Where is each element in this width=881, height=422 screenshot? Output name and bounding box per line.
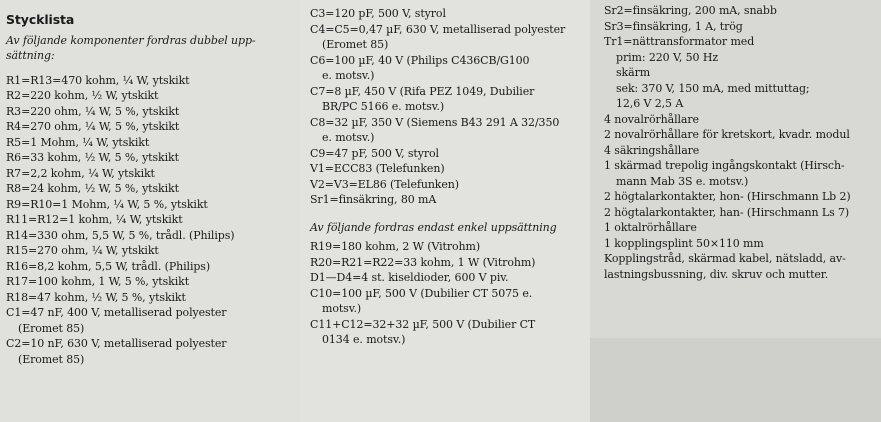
component-list-middle-b bbox=[310, 239, 584, 348]
scan-shading bbox=[590, 338, 881, 422]
column-right bbox=[590, 0, 881, 422]
list-item: R9=R10=1 Mohm, ¼ W, 5 %, ytskikt bbox=[6, 197, 208, 211]
list-item: C8=32 µF, 350 V (Siemens B43 291 A 32/350 bbox=[310, 115, 560, 129]
component-list-middle-a bbox=[310, 6, 584, 208]
list-item: C10=100 µF, 500 V (Dubilier CT 5075 e. bbox=[310, 286, 533, 300]
list-item: 4 novalrörhållare bbox=[604, 112, 699, 126]
component-list-right bbox=[604, 3, 875, 282]
list-item: 12,6 V 2,5 A bbox=[616, 97, 684, 110]
list-item: R6=33 kohm, ½ W, 5 %, ytskikt bbox=[6, 151, 179, 164]
list-item: R18=47 kohm, ½ W, 5 %, ytskikt bbox=[6, 290, 186, 304]
list-item: C11+C12=32+32 µF, 500 V (Dubilier CT bbox=[310, 317, 536, 331]
list-item: e. motsv.) bbox=[322, 131, 375, 144]
list-item: V1=ECC83 (Telefunken) bbox=[310, 162, 445, 175]
list-item: R19=180 kohm, 2 W (Vitrohm) bbox=[310, 240, 481, 253]
list-item: skärm bbox=[616, 66, 651, 79]
list-item: sek: 370 V, 150 mA, med mittuttag; bbox=[616, 81, 810, 95]
list-item: C2=10 nF, 630 V, metalliserad polyester bbox=[6, 337, 227, 350]
list-item: 2 högtalarkontakter, han- (Hirschmann Ls 7) bbox=[604, 205, 850, 219]
list-item: e. motsv.) bbox=[322, 69, 375, 82]
list-item: C1=47 nF, 400 V, metalliserad polyester bbox=[6, 306, 227, 319]
list-item: Kopplingstråd, skärmad kabel, nätsladd, av- bbox=[604, 252, 846, 265]
section-subheading-single: Av följande fordras endast enkel uppsättning bbox=[310, 220, 557, 234]
list-item: (Eromet 85) bbox=[322, 38, 389, 51]
list-item: R5=1 Mohm, ¼ W, ytskikt bbox=[6, 135, 150, 149]
list-item: 2 högtalarkontakter, hon- (Hirschmann Lb 2) bbox=[604, 190, 851, 203]
component-list-left bbox=[6, 73, 294, 368]
list-item: 4 säkringshållare bbox=[604, 143, 700, 157]
list-item: 1 skärmad trepolig ingångskontakt (Hirsch- bbox=[604, 159, 845, 172]
list-item: R16=8,2 kohm, 5,5 W, trådl. (Philips) bbox=[6, 259, 211, 273]
list-item: R3=220 ohm, ¼ W, 5 %, ytskikt bbox=[6, 104, 180, 118]
list-item: R2=220 kohm, ½ W, ytskikt bbox=[6, 89, 159, 102]
list-item: C3=120 pF, 500 V, styrol bbox=[310, 7, 446, 20]
list-item: R11=R12=1 kohm, ¼ W, ytskikt bbox=[6, 213, 183, 226]
list-item: R15=270 ohm, ¼ W, ytskikt bbox=[6, 244, 159, 257]
list-item: 1 kopplingsplint 50×110 mm bbox=[604, 236, 764, 250]
list-item: Sr3=finsäkring, 1 A, trög bbox=[604, 19, 743, 33]
list-item: Sr2=finsäkring, 200 mA, snabb bbox=[604, 4, 777, 17]
list-item: R1=R13=470 kohm, ¼ W, ytskikt bbox=[6, 73, 190, 87]
list-item: motsv.) bbox=[322, 302, 362, 315]
list-item: 0134 e. motsv.) bbox=[322, 333, 406, 346]
column-left bbox=[0, 0, 300, 422]
list-item: Tr1=nättransformator med bbox=[604, 35, 755, 48]
list-item: D1—D4=4 st. kiseldioder, 600 V piv. bbox=[310, 271, 509, 284]
list-item: R14=330 ohm, 5,5 W, 5 %, trådl. (Philips) bbox=[6, 228, 235, 242]
list-item: R4=270 ohm, ¼ W, 5 %, ytskikt bbox=[6, 120, 180, 133]
list-item: 1 oktalrörhållare bbox=[604, 221, 697, 234]
list-item: (Eromet 85) bbox=[18, 352, 85, 366]
list-item: R7=2,2 kohm, ¼ W, ytskikt bbox=[6, 166, 155, 180]
list-item: lastningsbussning, div. skruv och mutter. bbox=[604, 267, 829, 281]
list-item: (Eromet 85) bbox=[18, 321, 85, 335]
list-item: 2 novalrörhållare för kretskort, kvadr. modul bbox=[604, 128, 850, 141]
list-item: R20=R21=R22=33 kohm, 1 W (Vitrohm) bbox=[310, 255, 536, 269]
list-item: Sr1=finsäkring, 80 mA bbox=[310, 193, 437, 206]
list-item: prim: 220 V, 50 Hz bbox=[616, 50, 719, 64]
list-item: R17=100 kohm, 1 W, 5 %, ytskikt bbox=[6, 275, 190, 288]
list-item: R8=24 kohm, ½ W, 5 %, ytskikt bbox=[6, 182, 179, 195]
list-item: C6=100 µF, 40 V (Philips C436CB/G100 bbox=[310, 53, 530, 67]
list-item: C9=47 pF, 500 V, styrol bbox=[310, 146, 439, 160]
column-middle bbox=[300, 0, 590, 422]
list-item: V2=V3=EL86 (Telefunken) bbox=[310, 177, 459, 191]
list-item: mann Mab 3S e. motsv.) bbox=[616, 174, 749, 188]
list-item: C7=8 µF, 450 V (Rifa PEZ 1049, Dubilier bbox=[310, 84, 535, 98]
page-title: Stycklista bbox=[6, 12, 75, 27]
section-subheading-double: Av följande komponenter fordras dubbel upp-sättning: bbox=[6, 33, 256, 62]
list-item: BR/PC 5166 e. motsv.) bbox=[322, 100, 445, 113]
list-item: C4=C5=0,47 µF, 630 V, metalliserad polyester bbox=[310, 22, 566, 36]
